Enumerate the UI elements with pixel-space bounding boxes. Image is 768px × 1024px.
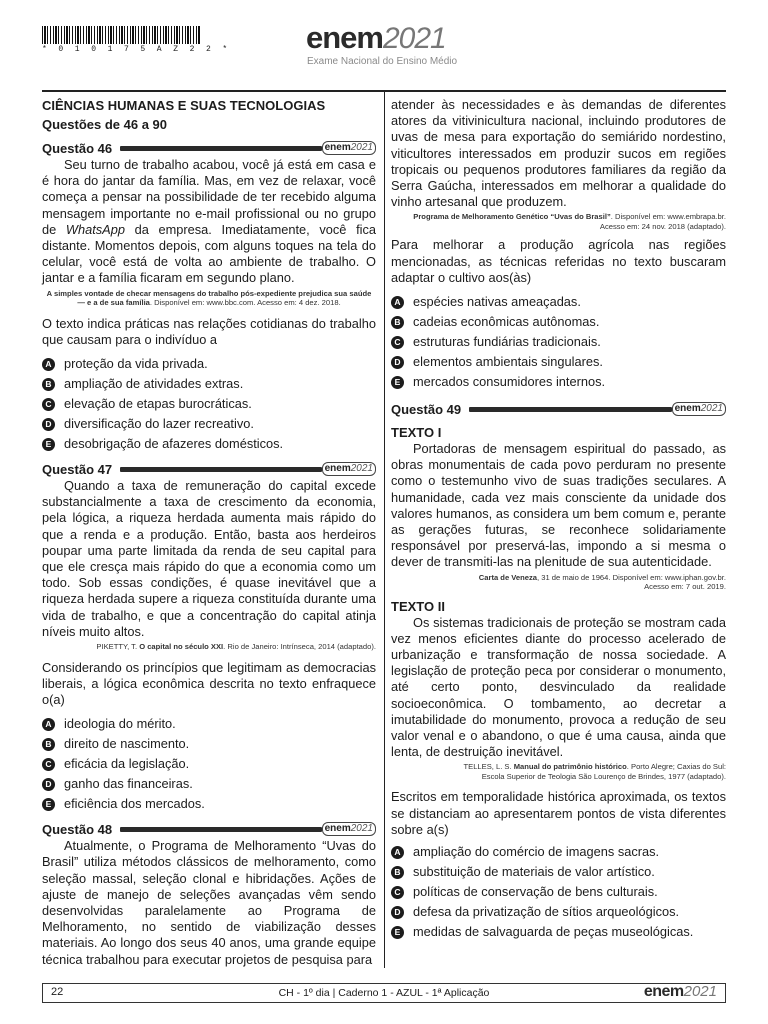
question-48-options bbox=[391, 292, 726, 392]
option-letter: B bbox=[391, 316, 404, 329]
question-48-text-part2: atender às necessidades e às demandas de diferentes atores da vitivinicultura nacional, incluindo produtores de uvas de mesa para exportação do semiárido nordestino, viticultores interessados em produzir sucos em regiões tropicais ou pequenos produtores familiares da região da Serra Gaúcha, interessados em melhorar a qualidade do vinho artesanal que produzem. bbox=[391, 97, 726, 210]
question-46-source: A simples vontade de checar mensagens do trabalho pós-expediente prejudica sua saúde — e a de sua família. Disponível em: www.bbc.com. Acesso em: 4 dez. 2018. bbox=[46, 288, 372, 308]
barcode bbox=[42, 26, 200, 44]
option-e[interactable]: E mercados consumidores internos. bbox=[391, 372, 726, 392]
question-47-label: Questão 47 bbox=[42, 461, 113, 477]
question-47-prompt: Considerando os princípios que legitimam as democracias liberais, a lógica econômica descrita no texto enfraquece o(a) bbox=[42, 659, 376, 707]
option-letter: E bbox=[42, 438, 55, 451]
logo-word: enem bbox=[306, 20, 383, 55]
enem-badge: enem2021 bbox=[322, 141, 376, 155]
option-letter: C bbox=[391, 336, 404, 349]
footer-enem-logo: enem2021 bbox=[643, 983, 717, 1000]
question-47-options bbox=[42, 714, 376, 814]
option-b[interactable]: B ampliação de atividades extras. bbox=[42, 374, 376, 394]
question-48-header bbox=[42, 820, 376, 838]
column-divider bbox=[384, 92, 385, 968]
question-49-label: Questão 49 bbox=[391, 401, 462, 417]
option-letter: D bbox=[42, 418, 55, 431]
question-48-text-part1: Atualmente, o Programa de Melhoramento “Uvas do Brasil” utiliza métodos clássicos de melhoramento, como seleção massal, seleção clonal e hibridações. Ações de ajuste de manejo de seleções avançadas vêm sendo desenvolvidas paralelamente ao Programa de Melhoramento, no sentido de viabilização desses materiais. Ao longo dos seus 40 anos, uma grande equipe técnica trabalhou para executar projetos de pesquisa para bbox=[42, 838, 376, 967]
texto-2-source: TELLES, L. S. Manual do patrimônio histórico. Porto Alegre; Caxias do Sul: Escola Superior de Teologia São Lourenço de Brindes, 1977 (adaptado). bbox=[463, 762, 726, 781]
enem-badge: enem2021 bbox=[672, 402, 726, 416]
texto-2-body: Os sistemas tradicionais de proteção se mostram cada vez menos eficientes diante do processo acelerado de urbanização e transformação de nossa sociedade. A legislação de proteção peca por considerar o monumento, até certo ponto, desvinculado da realidade socioeconômica. O tombamento, ao decretar a imutabilidade do monumento, provoca a redução de seu valor venal e o abandono, o que é uma causa, ainda que lenta, de destruição inevitável. bbox=[391, 614, 726, 760]
header-bar bbox=[469, 407, 672, 412]
option-letter: E bbox=[391, 926, 404, 939]
option-letter: D bbox=[391, 356, 404, 369]
logo-year: 2021 bbox=[382, 22, 446, 55]
option-letter: B bbox=[391, 866, 404, 879]
enem-logo bbox=[306, 22, 446, 54]
option-b[interactable]: B direito de nascimento. bbox=[42, 734, 376, 754]
header-bar bbox=[120, 827, 322, 832]
option-d[interactable]: D diversificação do lazer recreativo. bbox=[42, 414, 376, 434]
option-letter: E bbox=[42, 798, 55, 811]
question-47-text: Quando a taxa de remuneração do capital excede substancialmente a taxa de crescimento da economia, pela lógica, a riqueza herdada aumenta mais rápido do que a renda e a produção. Então, basta aos herdeiros poupar uma parte limitada da renda de seu capital para que ele cresça mais rápido do que a economia como um todo. Sob essas condições, é quase inevitável que a riqueza herdada supere a riqueza constituída durante uma vida de trabalho, e que a concentração do capital atinja níveis muito altos. bbox=[42, 478, 376, 639]
question-46-text: Seu turno de trabalho acabou, você já está em casa e é hora do jantar da família. Mas, em vez de relaxar, você começa a pensar na possibilidade de ter recebido alguma mensagem importante no e-mail profissional ou no grupo de WhatsApp da empresa. Imediatamente, você fica distante. Momentos depois, com alguns toques na tela do celular, você está de volta ao ambiente de trabalho. O jantar e a família ficaram em segundo plano. bbox=[42, 157, 376, 286]
option-letter: A bbox=[42, 358, 55, 371]
barcode-text: * 0 1 0 1 7 5 A Z 2 2 * bbox=[42, 45, 231, 54]
area-title: CIÊNCIAS HUMANAS E SUAS TECNOLOGIAS bbox=[42, 98, 326, 113]
option-d[interactable]: D defesa da privatização de sítios arqueológicos. bbox=[391, 902, 726, 922]
question-47-header bbox=[42, 460, 376, 478]
texto-1-body: Portadoras de mensagem espiritual do passado, as obras monumentais de cada povo perduram no presente como o testemunho vivo de suas tradições seculares. A humanidade, cada vez mais consciente da unidade dos valores humanos, as considera um bem comum e, perante as gerações futuras, se reconhece solidariamente responsável por preservá-las, impondo a si mesma o dever de transmiti-las na plenitude de sua autenticidade. bbox=[391, 441, 726, 570]
option-a[interactable]: A ideologia do mérito. bbox=[42, 714, 376, 734]
question-46-header bbox=[42, 139, 376, 157]
question-range: Questões de 46 a 90 bbox=[42, 117, 168, 132]
option-letter: A bbox=[42, 718, 55, 731]
option-b[interactable]: B substituição de materiais de valor artístico. bbox=[391, 862, 726, 882]
option-a[interactable]: A ampliação do comércio de imagens sacras. bbox=[391, 842, 726, 862]
texto-1-source: Carta de Veneza, 31 de maio de 1964. Disponível em: www.iphan.gov.br. Acesso em: 7 out. 2019. bbox=[478, 572, 726, 592]
question-46-options bbox=[42, 354, 376, 454]
option-b[interactable]: B cadeias econômicas autônomas. bbox=[391, 312, 726, 332]
question-49-options bbox=[391, 842, 726, 942]
option-letter: D bbox=[391, 906, 404, 919]
option-letter: A bbox=[391, 846, 404, 859]
option-c[interactable]: C políticas de conservação de bens culturais. bbox=[391, 882, 726, 902]
option-a[interactable]: A proteção da vida privada. bbox=[42, 354, 376, 374]
option-e[interactable]: E desobrigação de afazeres domésticos. bbox=[42, 434, 376, 454]
option-e[interactable]: E medidas de salvaguarda de peças museológicas. bbox=[391, 922, 726, 942]
left-column bbox=[42, 97, 376, 968]
option-letter: C bbox=[42, 758, 55, 771]
option-letter: B bbox=[42, 378, 55, 391]
page-footer bbox=[42, 983, 726, 1003]
footer-info: CH - 1º dia | Caderno 1 - AZUL - 1ª Aplicação bbox=[278, 987, 490, 999]
option-letter: B bbox=[42, 738, 55, 751]
option-c[interactable]: C estruturas fundiárias tradicionais. bbox=[391, 332, 726, 352]
option-letter: E bbox=[391, 376, 404, 389]
option-d[interactable]: D ganho das financeiras. bbox=[42, 774, 376, 794]
question-49-header bbox=[391, 400, 726, 418]
question-48-source: Programa de Melhoramento Genético “Uvas do Brasil”. Disponível em: www.embrapa.br. Acesso em: 24 nov. 2018 (adaptado). bbox=[413, 212, 726, 231]
question-49-prompt: Escritos em temporalidade histórica aproximada, os textos se distanciam ao apresentarem pontos de vista diferentes sobre a(s) bbox=[391, 789, 726, 837]
question-47-source: PIKETTY, T. O capital no século XXI. Rio de Janeiro: Intrínseca, 2014 (adaptado). bbox=[96, 642, 376, 652]
exam-subtitle: Exame Nacional do Ensino Médio bbox=[307, 56, 458, 67]
texto-2-title: TEXTO II bbox=[391, 598, 445, 614]
header-bar bbox=[120, 467, 322, 472]
option-letter: D bbox=[42, 778, 55, 791]
question-46-label: Questão 46 bbox=[42, 140, 113, 156]
option-c[interactable]: C elevação de etapas burocráticas. bbox=[42, 394, 376, 414]
option-e[interactable]: E eficiência dos mercados. bbox=[42, 794, 376, 814]
question-48-label: Questão 48 bbox=[42, 821, 113, 837]
enem-badge: enem2021 bbox=[322, 462, 376, 476]
question-48-prompt: Para melhorar a produção agrícola nas regiões mencionadas, as técnicas referidas no texto buscaram adaptar o cultivo aos(às) bbox=[391, 237, 726, 285]
header-bar bbox=[120, 146, 322, 151]
option-letter: C bbox=[391, 886, 404, 899]
texto-1-title: TEXTO I bbox=[391, 425, 442, 441]
option-letter: A bbox=[391, 296, 404, 309]
option-letter: C bbox=[42, 398, 55, 411]
page-number: 22 bbox=[51, 986, 64, 998]
question-46-prompt: O texto indica práticas nas relações cotidianas do trabalho que causam para o indivíduo a bbox=[42, 315, 376, 347]
option-a[interactable]: A espécies nativas ameaçadas. bbox=[391, 292, 726, 312]
option-c[interactable]: C eficácia da legislação. bbox=[42, 754, 376, 774]
option-d[interactable]: D elementos ambientais singulares. bbox=[391, 352, 726, 372]
enem-badge: enem2021 bbox=[322, 822, 376, 836]
right-column bbox=[391, 97, 726, 942]
